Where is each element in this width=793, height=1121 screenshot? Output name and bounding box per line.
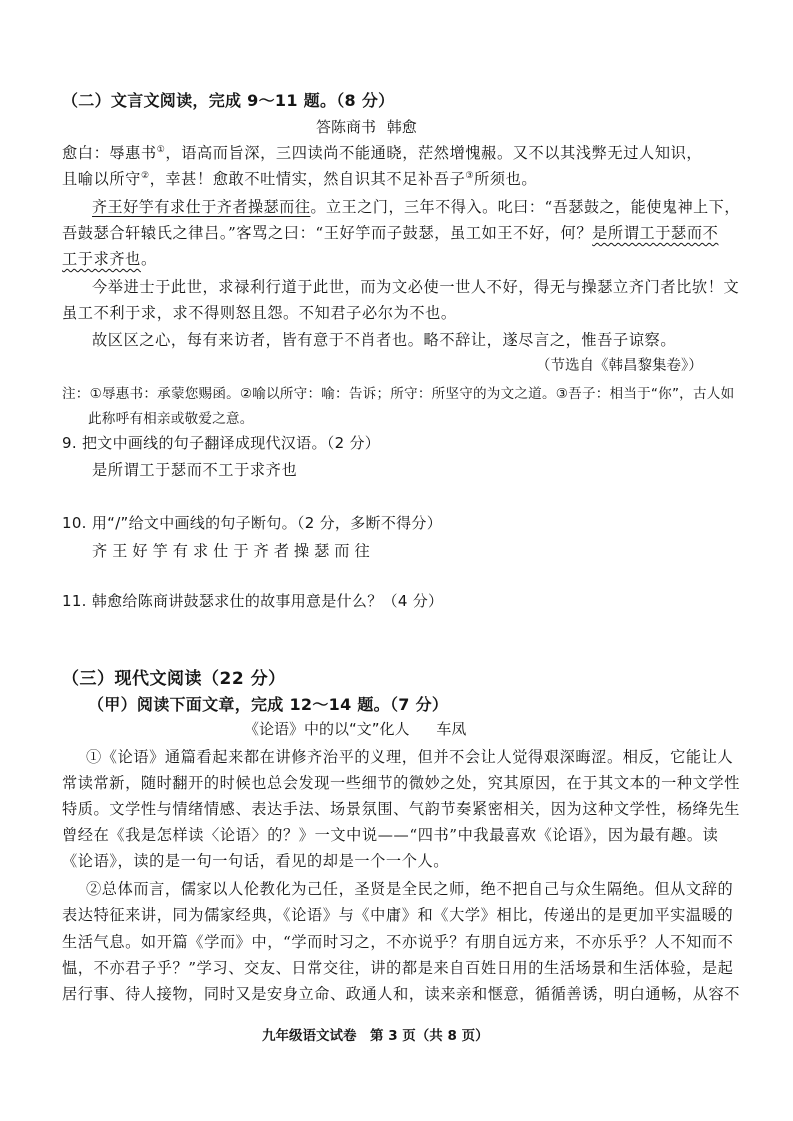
- annotation-line1: 注：①辱惠书：承蒙您赐函。②喻以所守：喻：告诉；所守：所坚守的为文之道。③吾子：相当于“你”，古人如: [62, 386, 735, 402]
- modern-p2-line4: 愠，不亦君子乎？”学习、交友、日常交往，讲的都是来自百姓日用的生活场景和生活体验，是起: [62, 959, 734, 977]
- passage-source: （节选自《韩昌黎集卷》）: [536, 358, 703, 374]
- modern-p1-line2: 常读常新，随时翻开的时候也总会发现一些细节的微妙之处，究其原因，在于其文本的一种文学性: [62, 774, 740, 792]
- annotation-line2: 此称呼有相亲或敬爱之意。: [88, 411, 254, 427]
- article-title: 《论语》中的以“文”化人: [244, 720, 410, 738]
- classical-p1-line1: [62, 142, 702, 163]
- classical-p1-line2: [62, 168, 537, 189]
- modern-p2-line2: 表达特征来讲，同为儒家经典，《论语》与《中庸》和《大学》相比，传递出的是更加平实温暖的: [62, 906, 734, 924]
- question-9-sentence: 是所谓工于瑟而不工于求齐也: [92, 461, 298, 479]
- question-10-prompt: 10. 用“/”给文中画线的句子断句。（2 分，多断不得分）: [62, 514, 443, 532]
- text-span: 愈白：辱惠书: [62, 144, 157, 162]
- underlined-sentence: 齐王好竽有求仕于齐者操瑟而往: [92, 198, 311, 216]
- question-10-sentence: 齐王好竽有求仕于齐者操瑟而往: [92, 542, 375, 560]
- classical-p2-line2: [62, 222, 718, 243]
- modern-p1-line5: 《论语》，读的是一句一句话，看见的却是一个一个人。: [62, 852, 450, 870]
- article-title-line: [244, 718, 466, 739]
- passage-title: 答陈商书: [316, 118, 377, 136]
- modern-p1-line3: 特质。文学性与情绪情感、表达手法、场景氛围、气韵节奏紧密相关，因为这种文学性，杨绛先生: [62, 800, 740, 818]
- modern-p2-line5: 居行事、待人接物，同时又是安身立命、政通人和，读来亲和惬意，循循善诱，明白通畅，从容不: [62, 985, 740, 1003]
- classical-p2-line1: [92, 196, 740, 217]
- classical-p3-line1: 今举进士于此世，求禄利行道于此世，而为文必使一世人不好，得无与操瑟立齐门者比欤！文: [92, 278, 740, 296]
- text-span: 。立王之门，三年不得入。叱曰：“吾瑟鼓之，能使鬼神上下，: [310, 198, 740, 216]
- question-9-prompt: 9. 把文中画线的句子翻译成现代汉语。（2 分）: [62, 434, 381, 452]
- footnote-marker: ③: [465, 171, 475, 181]
- modern-p1-line4: 曾经在《我是怎样读〈论语〉的？》一文中说——“四书”中我最喜欢《论语》，因为最有趣。读: [62, 826, 719, 844]
- page-footer: 九年级语文试卷 第 3 页（共 8 页）: [262, 1028, 489, 1044]
- text-span: ，语高而旨深，三四读尚不能通晓，茫然增愧赧。又不以其浅弊无过人知识，: [165, 144, 703, 162]
- footnote-marker: ②: [140, 171, 150, 181]
- modern-p2-line1: ②总体而言，儒家以人伦教化为己任，圣贤是全民之师，绝不把自己与众生隔绝。但从文辞的: [86, 880, 734, 898]
- wavy-underlined-sentence-end: 工于求齐也: [62, 250, 141, 268]
- article-author: 车凤: [436, 720, 467, 738]
- modern-p2-line3: 生活气息。如开篇《学而》中，“学而时习之，不亦说乎？有朋自远方来，不亦乐乎？人不知而不: [62, 933, 734, 951]
- classical-p3-line2: 虽工不利于求，求不得则怒且怨。不知君子必尔为不也。: [62, 304, 457, 322]
- section3-subheading: （甲）阅读下面文章，完成 12～14 题。（7 分）: [88, 695, 449, 714]
- text-span: ，幸甚！愈敢不吐情实，然自识其不足补吾子: [149, 170, 466, 188]
- modern-p1-line1: ①《论语》通篇看起来都在讲修齐治平的义理，但并不会让人觉得艰深晦涩。相反，它能让人: [86, 748, 734, 766]
- text-span: 。: [140, 250, 157, 268]
- footnote-marker: ①: [156, 145, 166, 155]
- section2-heading: （二）文言文阅读，完成 9～11 题。（8 分）: [62, 91, 395, 110]
- text-span: 所须也。: [474, 170, 538, 188]
- passage-author: 韩愈: [386, 118, 417, 136]
- passage-title-line: [316, 116, 417, 137]
- wavy-underlined-sentence: 是所谓工于瑟而不: [592, 224, 719, 242]
- section3-heading: （三）现代文阅读（22 分）: [62, 669, 286, 689]
- text-span: 吾鼓瑟合轩辕氏之律吕。”客骂之曰：“王好竽而子鼓瑟，虽工如王不好，何？: [62, 224, 593, 242]
- question-11-prompt: 11. 韩愈给陈商讲鼓瑟求仕的故事用意是什么？（4 分）: [62, 592, 444, 610]
- classical-p4-line1: 故区区之心，每有来访者，皆有意于不肖者也。略不辞让，遂尽言之，惟吾子谅察。: [92, 331, 677, 349]
- text-span: 且喻以所守: [62, 170, 141, 188]
- classical-p2-line3: [62, 248, 157, 269]
